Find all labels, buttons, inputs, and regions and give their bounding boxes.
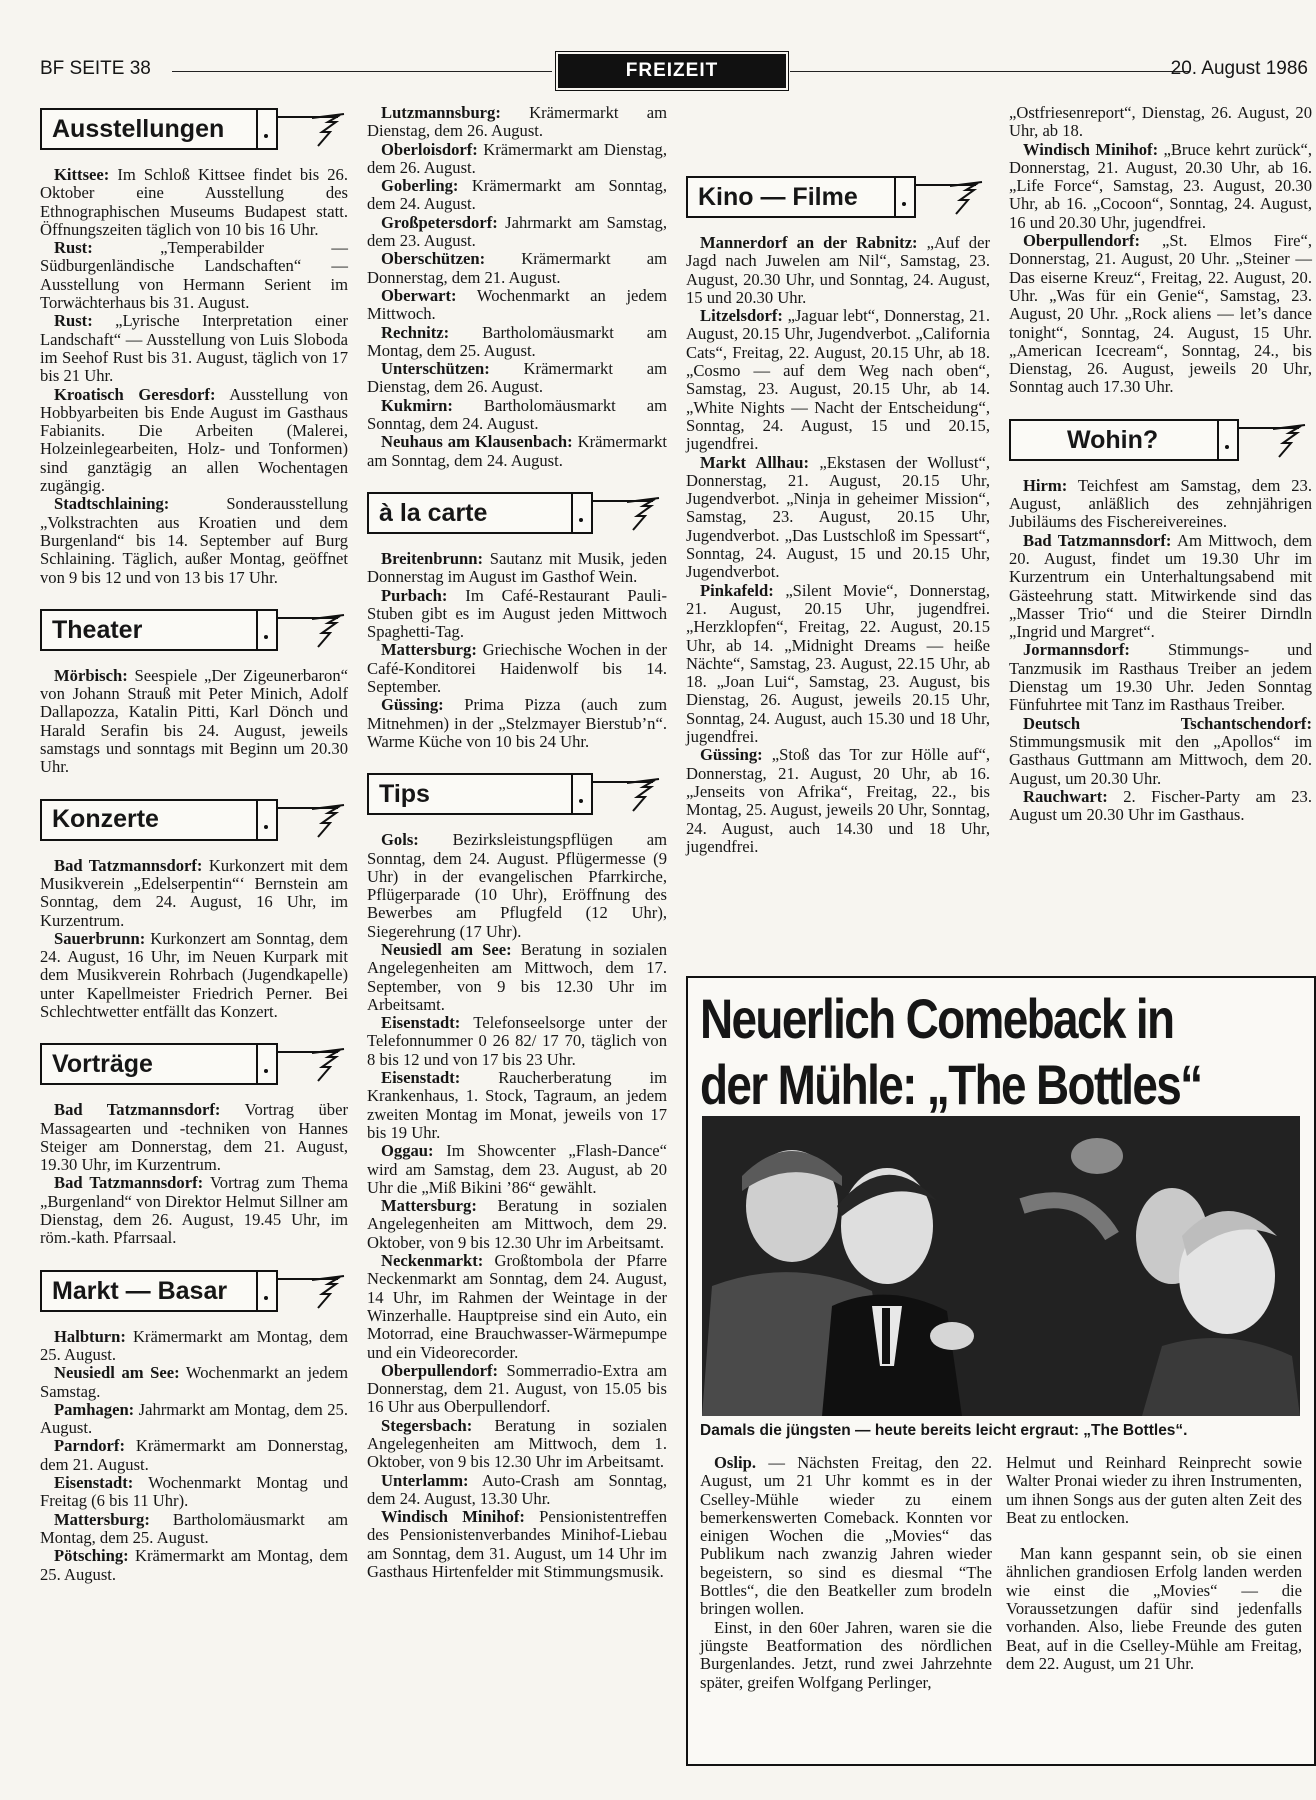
list-item <box>686 582 990 747</box>
entry-text: Krämermarkt am Montag, dem 25. August. <box>40 1326 348 1364</box>
entry-place: Großpetersdorf: <box>381 212 498 232</box>
entry-place: Neusiedl am See: <box>381 939 512 959</box>
article-paragraph <box>700 1454 992 1619</box>
entry-place: Stegersbach: <box>381 1415 473 1435</box>
section-title: Tips <box>379 780 430 809</box>
entry-place: Neckenmarkt: <box>381 1251 484 1271</box>
entry-place: Kroatisch Geresdorf: <box>54 384 216 404</box>
entry-text: Krämermarkt am Sonntag, dem 24. August. <box>367 176 667 214</box>
entry-text: Vortrag zum Thema „Burgenland“ von Direktor Helmut Sillner am Dienstag, dem 26. August, 19.45 Uhr, im röm.-kath. Pfarrsaal. <box>40 1173 348 1248</box>
list-item <box>40 239 348 312</box>
masthead <box>40 52 1308 88</box>
list-item <box>686 234 990 307</box>
entry-place: Kittsee: <box>54 165 110 184</box>
entry-place: Pötsching: <box>54 1546 129 1566</box>
entry-text: Wochenmarkt an jedem Samstag. <box>40 1363 348 1401</box>
article-column-2 <box>1006 1454 1302 1673</box>
list-item <box>1009 532 1312 642</box>
section-title: Wohin? <box>1067 425 1159 454</box>
section-header-konzerte <box>40 799 348 839</box>
entry-place: Pinkafeld: <box>700 580 774 600</box>
list-item <box>686 454 990 582</box>
entry-text: Pensionistentreffen des Pensionistenverbandes Minihof-Liebau am Sonntag, dem 31. August, um 14 Uhr im Gasthaus Hirtenfelder mit Stimmungsmusik. <box>367 1507 667 1582</box>
list-item <box>367 324 667 361</box>
entry-text: „Lyrische Interpretation einer Landschaft“ — Ausstellung von Luis Sloboda im Seehof Rust bis 31. August, täglich von 17 bis 21 Uhr. <box>40 311 348 386</box>
entry-place: Neuhaus am Klausenbach: <box>381 432 573 452</box>
entry-place: Bad Tatzmannsdorf: <box>54 855 203 875</box>
section-header-alacarte <box>367 492 667 532</box>
entry-place: Markt Allhau: <box>700 452 809 472</box>
list-item <box>1009 715 1312 788</box>
entry-place: Hirm: <box>1023 475 1068 495</box>
list-item <box>367 831 667 941</box>
entry-place: Jormannsdorf: <box>1023 640 1130 660</box>
list-item <box>1009 141 1312 232</box>
list-item <box>40 1364 348 1401</box>
entry-place: Parndorf: <box>54 1436 125 1456</box>
entry-text: Bartholomäusmarkt am Sonntag, dem 24. August. <box>367 395 667 434</box>
entry-place: Lutzmannsburg: <box>381 103 501 122</box>
column-2 <box>367 104 667 1581</box>
list-item <box>367 141 667 178</box>
entry-text: Sonderausstellung „Volkstrachten aus Kroatien und dem Burgenland“ bis 14. September auf Burg Schlaining. Täglich, außer Montag, geöffnet von 9 bis 12 und von 13 bis 17 Uhr. <box>40 494 348 587</box>
entry-place: Eisenstadt: <box>381 1013 461 1033</box>
photo-caption: Damals die jüngsten — heute bereits leicht ergraut: „The Bottles“. <box>700 1422 1188 1439</box>
list-item <box>686 746 990 856</box>
list-item <box>40 1474 348 1511</box>
list-item <box>367 1252 667 1362</box>
entry-text: Kurkonzert mit dem Musikverein „Edelserpentin“‘ Bernstein am Sonntag, dem 24. August, 16 Uhr, im Kurzentrum. <box>40 855 348 930</box>
entry-text: Im Showcenter „Flash-Dance“ wird am Samstag, dem 23. August, ab 20 Uhr die „Miß Bikini ’86“ gewählt. <box>367 1141 667 1197</box>
list-item <box>367 1362 667 1417</box>
entry-place: Bad Tatzmannsdorf: <box>54 1100 221 1120</box>
entry-place: Oberpullendorf: <box>381 1360 499 1380</box>
section-header-wohin <box>1009 419 1312 459</box>
entry-place: Mannerdorf an der Rabnitz: <box>700 233 918 252</box>
entry-text: Wochenmarkt Montag und Freitag (6 bis 11 Uhr). <box>40 1473 348 1511</box>
entry-place: Neusiedl am See: <box>54 1363 180 1383</box>
entry-text: Großtombola der Pfarre Neckenmarkt am Sonntag, dem 24. August, 14 Uhr, im Rahmen der Weintage in der Winzerhalle. Hauptpreise sind ein Auto, ein Motorrad, eine Brauchwasser-Wärmepumpe und ein Videorecorder. <box>367 1251 667 1362</box>
list-item <box>367 1197 667 1252</box>
entry-place: Oggau: <box>381 1141 434 1161</box>
entry-place: Bad Tatzmannsdorf: <box>54 1173 204 1193</box>
article-paragraph-2: Einst, in den 60er Jahren, waren sie die jüngste Beatformation des nördlichen Burgenlandes. Jetzt, rund zwei Jahrzehnte später, greifen Wolfgang Perlinger, <box>700 1617 992 1692</box>
entry-text: „Ekstasen der Wollust“, Donnerstag, 21. August, 20.15 Uhr, Jugendverbot. „Ninja in geheimer Mission“, Samstag, 23. August, 20.15 Uhr, Jugendverbot. „Das Lustschloß im Spessart“, Sonntag, 24. August, 15 und 20.15 Uhr, Jugendverbot. <box>686 452 990 582</box>
list-item <box>367 550 667 587</box>
entry-place: Pamhagen: <box>54 1399 135 1419</box>
entry-place: Oberwart: <box>381 285 457 305</box>
entry-text: Wochenmarkt an jedem Mittwoch. <box>367 285 667 324</box>
entry-place: Oberloisdorf: <box>381 139 478 159</box>
entry-text: Griechische Wochen in der Café-Konditorei Haidenwolf bis 14. September. <box>367 640 667 697</box>
entry-text: Vortrag über Massagearten und -techniken von Hannes Steiger am Donnerstag, dem 21. August, 19.30 Uhr, im Kurzentrum. <box>40 1100 348 1175</box>
article-headline <box>700 986 1202 1118</box>
section-title: à la carte <box>379 498 488 527</box>
entry-text: „Temperabilder — Südburgenländische Landschaften“ — Ausstellung von Hermann Serient im Torwächterhaus bis 31. August. <box>40 238 348 313</box>
entry-text: „Jaguar lebt“, Donnerstag, 21. August, 20.15 Uhr, Jugendverbot. „California Cats“, Freitag, 22. August, 20.15 Uhr, ab 18. „Cosmo — auf dem Weg nach oben“, Samstag, 23. August, 20.15 Uhr, ab 14. „White Nights — Nacht der Entscheidung“, Sonntag, 24. August, 15 und 20.15, jugendfrei. <box>686 306 990 454</box>
list-item <box>1009 104 1312 141</box>
list-item <box>1009 477 1312 532</box>
section-badge: FREIZEIT <box>558 54 786 88</box>
entry-text: Stimmungs- und Tanzmusik im Rasthaus Treiber an jedem Dienstag um 19.30 Uhr. Jeden Sonntag Fünfuhrtee mit Tanz im Rasthaus Treiber. <box>1009 640 1312 715</box>
entry-place: Eisenstadt: <box>54 1473 134 1493</box>
feature-article <box>686 976 1316 1766</box>
pointing-hand-icon <box>310 803 346 839</box>
list-item <box>1009 641 1312 714</box>
entry-text: „St. Elmos Fire“, Donnerstag, 21. August, 20 Uhr. „Steiner — Das eiserne Kreuz“, Freitag, 22. August, 20. Uhr. „Was für ein Genie“, Samstag, 23. August, 20 Uhr. „Rock aliens — let’s dance tonight“, Sonntag, 24. August, 15 Uhr. „American Icecream“, Sonntag, 24., bis Dienstag, 26. August, jeweils 20 Uhr, Sonntag auch 17.30 Uhr. <box>1009 231 1312 397</box>
entry-text: Ausstellung von Hobbyarbeiten bis Ende August im Gasthaus Fabianits. Die Arbeiten (Malerei, Holzeinlegearbeiten, Holz- und Tonformen) sind ganztägig an allen Wochentagen zugängig. <box>40 384 348 496</box>
entry-text: Beratung in sozialen Angelegenheiten am Mittwoch, dem 17. September, von 9 bis 12.30 Uhr im Arbeitsamt. <box>367 939 667 1014</box>
entry-text: Sommerradio-Extra am Donnerstag, dem 21. August, von 15.05 bis 16 Uhr aus Oberpullendorf. <box>367 1360 667 1417</box>
column-4 <box>1009 104 1312 824</box>
list-item <box>367 941 667 1014</box>
list-item <box>367 1472 667 1509</box>
list-item <box>367 587 667 642</box>
entry-place: Litzelsdorf: <box>700 306 783 326</box>
list-item <box>367 360 667 397</box>
entry-text: Jahrmarkt am Samstag, dem 23. August. <box>367 212 667 251</box>
list-item <box>367 696 667 751</box>
pointing-hand-icon <box>310 1274 346 1310</box>
entry-text: Krämermarkt am Dienstag, dem 26. August. <box>367 139 667 177</box>
list-item <box>367 397 667 434</box>
list-item <box>40 1328 348 1365</box>
entry-text: Im Schloß Kittsee findet bis 26. Oktober eine Ausstellung des Ethnographischen Museums Budapest statt. Öffnungszeiten täglich von 10 bis 16 Uhr. <box>40 165 348 239</box>
article-paragraph-1: — Nächsten Freitag, den 22. August, um 21 Uhr kommt es in der Cselley-Mühle wieder zu einem bemerkenswerten Comeback. Konnten vor einigen Wochen die „Movies“ das Publikum nach zwanzig Jahren wieder begeistern, so sind es diesmal “The Bottles“, die den Beatkeller zum brodeln bringen wollen. <box>700 1453 992 1619</box>
entry-place: Mörbisch: <box>54 665 128 685</box>
article-column-1 <box>700 1454 992 1692</box>
article-place: Oslip. <box>714 1453 756 1472</box>
list-item <box>367 1142 667 1197</box>
pointing-hand-icon <box>1271 423 1307 459</box>
list-item <box>40 1511 348 1548</box>
column-3-spacer <box>686 104 990 172</box>
list-item <box>686 307 990 453</box>
entry-place: Unterlamm: <box>381 1470 469 1490</box>
band-photo <box>702 1116 1300 1416</box>
list-item <box>1009 788 1312 825</box>
headline-line-2: der Mühle: „The Bottles“ <box>700 1053 1202 1116</box>
column-3 <box>686 104 990 856</box>
entry-text: Jahrmarkt am Montag, dem 25. August. <box>40 1399 348 1438</box>
entry-place: Mattersburg: <box>54 1509 150 1529</box>
entry-place: Güssing: <box>700 745 763 765</box>
entry-text: Im Café-Restaurant Pauli-Stuben gibt es im August jeden Mittwoch Spaghetti-Tag. <box>367 585 667 642</box>
entry-text: Telefonseelsorge unter der Telefonnummer 0 26 82/ 17 70, täglich von 8 bis 12 und von 17 bis 23 Uhr. <box>367 1013 667 1069</box>
pointing-hand-icon <box>310 1047 346 1083</box>
entry-text: Seespiele „Der Zigeunerbaron“ von Johann Strauß mit Peter Minich, Adolf Dallapozza, Katalin Pitti, Karl Dönch und Harald Serafin bis 24. August, jeweils samstags und sonntags mit Beginn um 20.30 Uhr. <box>40 665 348 777</box>
section-header-ausstellungen <box>40 108 348 148</box>
list-item <box>40 930 348 1021</box>
entry-place: Oberpullendorf: <box>1023 231 1141 251</box>
entry-text: Beratung in sozialen Angelegenheiten am Mittwoch, dem 29. Oktober, von 9 bis 12.30 Uhr im Arbeitsamt. <box>367 1196 667 1252</box>
entry-text: Krämermarkt am Montag, dem 25. August. <box>40 1546 348 1584</box>
entry-text: Bartholomäusmarkt am Montag, dem 25. August. <box>367 322 667 360</box>
list-item <box>40 386 348 496</box>
entry-text: Prima Pizza (auch zum Mitnehmen) in der „Stelzmayer Bierstub’n“. Warme Küche von 10 bis 24 Uhr. <box>367 695 667 751</box>
list-item <box>40 1101 348 1174</box>
pointing-hand-icon <box>310 613 346 649</box>
entry-place: Halbturn: <box>54 1326 126 1346</box>
section-header-vortraege <box>40 1043 348 1083</box>
list-item <box>367 1069 667 1142</box>
list-item <box>40 312 348 385</box>
entry-place: Güssing: <box>381 695 444 715</box>
entry-text: Bartholomäusmarkt am Montag, dem 25. August. <box>40 1509 348 1547</box>
entry-place: Rust: <box>54 238 93 258</box>
entry-text: Krämermarkt am Sonntag, dem 24. August. <box>367 432 667 470</box>
section-header-markt <box>40 1270 348 1310</box>
section-header-theater <box>40 609 348 649</box>
entry-place: Oberschützen: <box>381 249 486 269</box>
entry-text: „Bruce kehrt zurück“, Donnerstag, 21. August, 20.30 Uhr, ab 16. „Life Force“, Samstag, 23. August, 20.30 Uhr, ab 16. „Cocoon“, Sonntag, 24. August, 16 und 20.30 Uhr, jugendfrei. <box>1009 139 1312 232</box>
list-item <box>367 641 667 696</box>
entry-place: Eisenstadt: <box>381 1068 461 1088</box>
entry-place: Windisch Minihof: <box>381 1507 525 1527</box>
entry-text: Krämermarkt am Dienstag, dem 26. August. <box>367 103 667 141</box>
entry-place: Gols: <box>381 830 419 850</box>
entry-place: Sauerbrunn: <box>54 928 146 948</box>
list-item <box>40 1547 348 1584</box>
masthead-rule-right <box>790 71 1190 72</box>
section-title: Kino — Filme <box>698 182 858 211</box>
list-item <box>40 1401 348 1438</box>
headline-line-1: Neuerlich Comeback in <box>700 987 1174 1050</box>
entry-text: Raucherberatung im Krankenhaus, 1. Stock, Tagraum, an jedem zweiten Montag im Monat, jeweils von 17 bis 19 Uhr. <box>367 1068 667 1142</box>
page-number: BF SEITE 38 <box>40 58 151 79</box>
column-1 <box>40 104 348 1584</box>
entry-place: Stadtschlaining: <box>54 494 170 514</box>
list-item <box>40 1437 348 1474</box>
list-item <box>40 857 348 930</box>
entry-text: Am Mittwoch, dem 20. August, findet um 19.30 Uhr im Kurzentrum ein Unterhaltungsabend mit Gästeehrung statt. Mitwirkende sind das „Masser Trio“ und die Steirer Dirndln „Ingrid und Margret“. <box>1009 530 1312 642</box>
list-item <box>367 177 667 214</box>
entry-place: Windisch Minihof: <box>1023 139 1159 159</box>
list-item <box>367 214 667 251</box>
entry-place: Rechnitz: <box>381 322 450 342</box>
entry-text: Stimmungsmusik mit den „Apollos“ im Gasthaus Guttmann am Mittwoch, dem 20. August, um 20.30 Uhr. <box>1009 731 1312 788</box>
entry-place: Kukmirn: <box>381 395 453 415</box>
entry-text: Beratung in sozialen Angelegenheiten am Mittwoch, dem 1. Oktober, von 9 bis 12.30 Uhr im Arbeitsamt. <box>367 1415 667 1472</box>
entry-text: Sautanz mit Musik, jeden Donnerstag im August im Gasthof Wein. <box>367 548 667 587</box>
pointing-hand-icon <box>625 777 661 813</box>
entry-text: Auto-Crash am Sonntag, dem 24. August, 13.30 Uhr. <box>367 1470 667 1508</box>
pointing-hand-icon <box>625 496 661 532</box>
entry-place: Deutsch Tschantschendorf: <box>1023 713 1312 733</box>
pointing-hand-icon <box>948 180 984 216</box>
entry-place: Breitenbrunn: <box>381 548 484 568</box>
entry-text: Kurkonzert am Sonntag, dem 24. August, 16 Uhr, im Neuen Kurpark mit dem Musikverein Rohrbach (Jugendkapelle) unter Kapellmeister Friedrich Perner. Bei Schlechtwetter entfällt das Konzert. <box>40 928 348 1021</box>
list-item <box>40 1174 348 1247</box>
list-item <box>367 433 667 470</box>
issue-date: 20. August 1986 <box>1170 58 1308 79</box>
entry-place: Mattersburg: <box>381 1196 477 1216</box>
entry-text: „Silent Movie“, Donnerstag, 21. August, 20.15 Uhr, jugendfrei. „Herzklopfen“, Freitag, 22. August, 20.15 Uhr, ab 14. „Midnight Dreams — heiße Nächte“, Samstag, 23. August, 22.15 Uhr, ab 18. „Joan Lui“, Samstag, 23. August, bis Dienstag, 26. August, jeweils 20.15 Uhr, Sonntag, 24. August, auch 15.30 und 18 Uhr, jugendfrei. <box>686 580 990 747</box>
entry-place: Rauchwart: <box>1023 786 1108 806</box>
list-item <box>367 250 667 287</box>
article-paragraph-3: Helmut und Reinhard Reinprecht sowie Walter Pronai wieder zu ihren Instrumenten, um ihnen Songs aus der guten alten Zeit des Beat zu entlocken. <box>1006 1453 1302 1527</box>
entry-place: Goberling: <box>381 176 459 196</box>
entry-place: Rust: <box>54 311 93 331</box>
section-header-tips <box>367 773 667 813</box>
section-title: Theater <box>52 615 143 644</box>
entry-text: Krämermarkt am Donnerstag, dem 21. August. <box>40 1436 348 1474</box>
section-title: Markt — Basar <box>52 1276 228 1305</box>
entry-place: Bad Tatzmannsdorf: <box>1023 530 1172 550</box>
list-item <box>367 1014 667 1069</box>
entry-place: Unterschützen: <box>381 359 490 379</box>
pointing-hand-icon <box>310 112 346 148</box>
article-paragraph-4: Man kann gespannt sein, ob sie einen ähnlichen grandiosen Erfolg landen werden wie einst die „Movies“ — die Voraussetzungen dafür sind jedenfalls vorhanden. Also, liebe Freunde des guten Beat, auf in die Cselley-Mühle am Freitag, dem 22. August, um 21 Uhr. <box>1006 1544 1302 1673</box>
list-item <box>367 287 667 324</box>
section-title: Vorträge <box>52 1050 153 1079</box>
entry-text: 2. Fischer-Party am 23. August um 20.30 Uhr im Gasthaus. <box>1009 786 1312 825</box>
entry-text: „Ostfriesenreport“, Dienstag, 26. August, 20 Uhr, ab 18. <box>1009 103 1312 141</box>
list-item <box>40 667 348 777</box>
list-item <box>367 1508 667 1581</box>
entry-place: Mattersburg: <box>381 640 477 660</box>
entry-text: Teichfest am Samstag, dem 23. August, anläßlich des zehnjährigen Jubiläums des Fischereivereines. <box>1009 475 1312 532</box>
list-item <box>40 166 348 239</box>
entry-text: Krämermarkt am Dienstag, dem 26. August. <box>367 359 667 397</box>
section-title: Konzerte <box>52 805 159 834</box>
list-item <box>40 495 348 586</box>
list-item <box>1009 232 1312 397</box>
section-title: Ausstellungen <box>52 114 225 143</box>
entry-text: „Auf der Jagd nach Juwelen am Nil“, Samstag, 23. August, 20.30 Uhr, und Sonntag, 24. August, 15 und 20.30 Uhr. <box>686 233 990 307</box>
list-item <box>367 1417 667 1472</box>
section-header-kino <box>686 176 990 216</box>
entry-text: „Stoß das Tor zur Hölle auf“, Donnerstag, 21. August, 20 Uhr, ab 16. „Jenseits von Afrika“, Freitag, 22., bis Montag, 25. August, jeweils 20 Uhr, Sonntag, 24. August, auch 14.30 und 18 Uhr, jugendfrei. <box>686 745 991 856</box>
entry-text: Bezirksleistungspflügen am Sonntag, dem 24. August. Pflügermesse (9 Uhr) in der evangelischen Pfarrkirche, Pflügerparade (10 Uhr), Eröffnung des Bewerbes am Pflugfeld (12 Uhr), Siegerehrung (17 Uhr). <box>367 830 667 941</box>
masthead-rule-left <box>172 71 552 72</box>
entry-place: Purbach: <box>381 585 448 605</box>
list-item <box>367 104 667 141</box>
entry-text: Krämermarkt am Donnerstag, dem 21. August. <box>367 249 667 287</box>
